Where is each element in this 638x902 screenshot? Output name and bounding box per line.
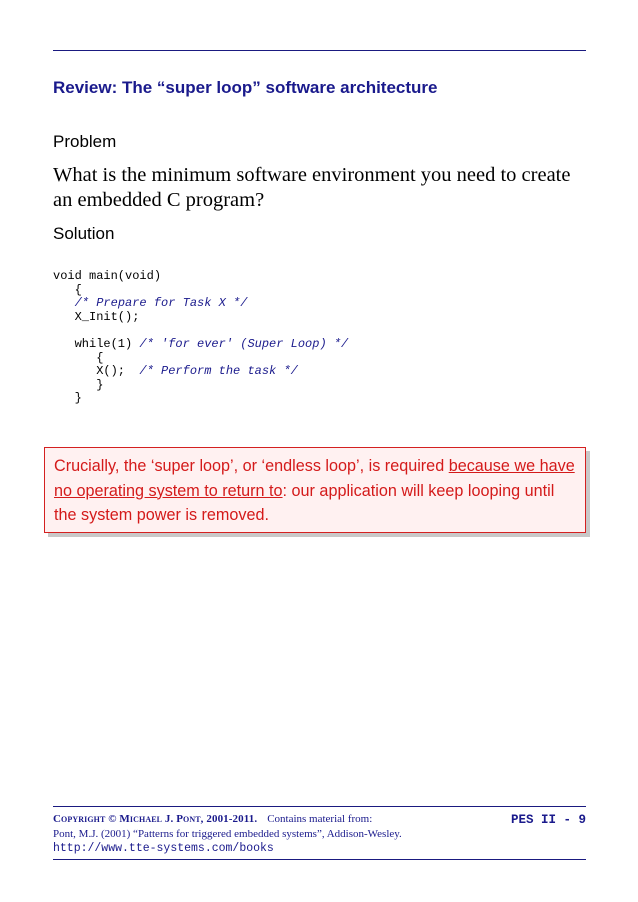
code-text: { [53,350,104,365]
code-comment: /* Prepare for Task X */ [74,296,248,310]
footer-copyright-row [53,813,586,828]
page-number: PES II - 9 [510,813,586,827]
code-text: void main(void) [53,269,162,283]
code-comment: /* Perform the task */ [139,364,298,378]
code-line [53,352,348,366]
code-line [53,379,348,393]
slide-title: Review: The “super loop” software architecture [53,78,438,97]
code-line [53,270,348,284]
footer-bottom-rule [53,859,586,860]
problem-question: What is the minimum software environment you need to create an embedded C program? [53,164,571,211]
problem-label: Problem [53,132,117,151]
footer-url: http://www.tte-systems.com/books [53,842,274,855]
code-text [53,296,75,310]
callout-text-lead: Crucially, the ‘super loop’, or ‘endless loop’, is required [54,457,449,475]
code-line [53,338,348,352]
header-rule [53,50,586,51]
code-line [53,297,348,311]
code-text: } [53,391,82,405]
footer-top-rule [53,806,586,807]
code-text: } [53,377,104,392]
callout-box [44,447,586,533]
footer-citation: Pont, M.J. (2001) “Patterns for triggered embedded systems”, Addison-Wesley. [53,828,402,840]
code-text: while(1) [53,337,140,351]
footer-contains: Contains material from: [267,813,373,825]
code-listing [53,270,348,406]
callout-text-tail: : our application will keep looping until the system power is removed. [54,481,555,524]
code-line [53,324,348,338]
footer [53,813,586,856]
code-line [53,365,348,379]
callout-text-underlined: because we have no operating system to return to [54,457,575,500]
code-line [53,311,348,325]
code-line [53,284,348,298]
footer-copyright: Copyright © Michael J. Pont, 2001-2011. [53,813,258,825]
code-text: { [53,282,82,297]
code-text: X(); [53,364,140,378]
code-text: X_Init(); [53,309,140,324]
solution-label: Solution [53,224,115,243]
code-comment: /* 'for ever' (Super Loop) */ [139,337,349,351]
code-line [53,392,348,406]
